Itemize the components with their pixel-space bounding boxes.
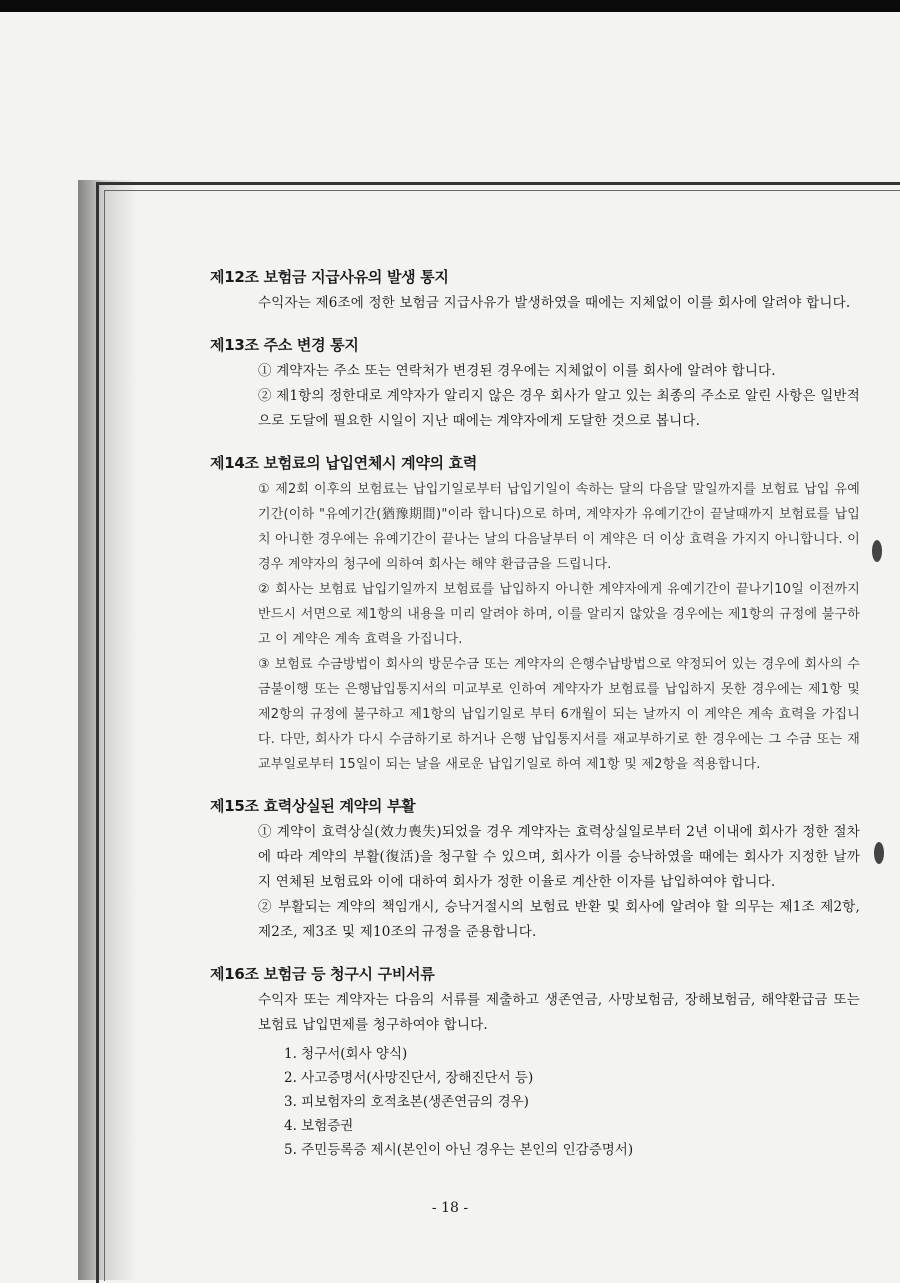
article-paragraph: ① 제2회 이후의 보험료는 납입기일로부터 납입기일이 속하는 달의 다음달 말일까지를 보험료 납입 유예기간(이하 "유예기간(猶豫期間)"이라 합니다)으로 하며, 계약자가 유예기간이 끝날때까지 보험료를 납입치 아니한 경우에는 유예기간이 끝나는 날의 다음날부터 이 계약은 더 이상 효력을 가지지 아니합니다. 이 경우 계약자의 청구에 의하여 회사는 해약 환급금을 드립니다.	[258, 482, 860, 572]
article-16	[210, 963, 860, 1162]
list-item: 2. 사고증명서(사망진단서, 장해진단서 등)	[284, 1070, 534, 1086]
list-item: 5. 주민등록증 제시(본인이 아닌 경우는 본인의 인감증명서)	[284, 1142, 634, 1158]
article-12	[210, 266, 860, 316]
article-14	[210, 452, 860, 777]
article-paragraph: ① 계약이 효력상실(效力喪失)되었을 경우 계약자는 효력상실일로부터 2년 이내에 회사가 정한 절차에 따라 계약의 부활(復活)을 청구할 수 있으며, 회사가 이를 승낙하였을 때에는 회사가 지정한 날까지 연체된 보험료와 이에 대하여 회사가 정한 이율로 계산한 이자를 납입하여야 합니다.	[258, 824, 860, 890]
article-paragraph: ① 계약자는 주소 또는 연락처가 변경된 경우에는 지체없이 이를 회사에 알려야 합니다.	[258, 363, 776, 379]
article-title: 제16조 보험금 등 청구시 구비서류	[210, 965, 435, 983]
article-title: 제14조 보험료의 납입연체시 계약의 효력	[210, 454, 478, 472]
article-15	[210, 795, 860, 945]
page-number: - 18 -	[431, 1200, 469, 1216]
scan-top-border	[0, 0, 900, 12]
required-documents-list	[284, 1042, 860, 1162]
punch-hole-mark	[872, 540, 882, 562]
punch-hole-mark	[874, 842, 884, 864]
article-paragraph: ② 제1항의 정한대로 계약자가 알리지 않은 경우 회사가 알고 있는 최종의 주소로 알린 사항은 일반적으로 도달에 필요한 시일이 지난 때에는 계약자에게 도달한 것으로 봅니다.	[258, 388, 860, 429]
list-item: 1. 청구서(회사 양식)	[284, 1046, 408, 1062]
list-item: 4. 보험증권	[284, 1118, 354, 1134]
article-paragraph: ② 부활되는 계약의 책임개시, 승낙거절시의 보험료 반환 및 회사에 알려야 할 의무는 제1조 제2항, 제2조, 제3조 및 제10조의 규정을 준용합니다.	[258, 899, 860, 940]
list-item: 3. 피보험자의 호적초본(생존연금의 경우)	[284, 1094, 529, 1110]
article-title: 제13조 주소 변경 통지	[210, 336, 359, 354]
article-13	[210, 334, 860, 434]
article-paragraph: 수익자 또는 계약자는 다음의 서류를 제출하고 생존연금, 사망보험금, 장해보험금, 해약환급금 또는 보험료 납입면제를 청구하여야 합니다.	[258, 992, 860, 1033]
article-title: 제12조 보험금 지급사유의 발생 통지	[210, 268, 449, 286]
article-title: 제15조 효력상실된 계약의 부활	[210, 797, 416, 815]
article-paragraph: ② 회사는 보험료 납입기일까지 보험료를 납입하지 아니한 계약자에게 유예기간이 끝나기10일 이전까지 반드시 서면으로 제1항의 내용을 미리 알려야 하며, 이를 알리지 않았을 경우에는 제1항의 규정에 불구하고 이 계약은 계속 효력을 가집니다.	[258, 582, 860, 647]
article-paragraph: 수익자는 제6조에 정한 보험금 지급사유가 발생하였을 때에는 지체없이 이를 회사에 알려야 합니다.	[258, 295, 851, 311]
document-body	[210, 266, 860, 1180]
article-paragraph: ③ 보험료 수금방법이 회사의 방문수금 또는 계약자의 은행수납방법으로 약정되어 있는 경우에 회사의 수금불이행 또는 은행납입통지서의 미교부로 인하여 계약자가 보험료를 납입하지 못한 경우에는 제1항 및 제2항의 규정에 불구하고 제1항의 납입기일로 부터 6개월이 되는 날까지 이 계약은 계속 효력을 가집니다. 다만, 회사가 다시 수금하기로 하거나 은행 납입통지서를 재교부하기로 한 경우에는 그 수금 또는 재교부일로부터 15일이 되는 날을 새로운 납입기일로 하여 제1항 및 제2항을 적용합니다.	[258, 657, 860, 772]
